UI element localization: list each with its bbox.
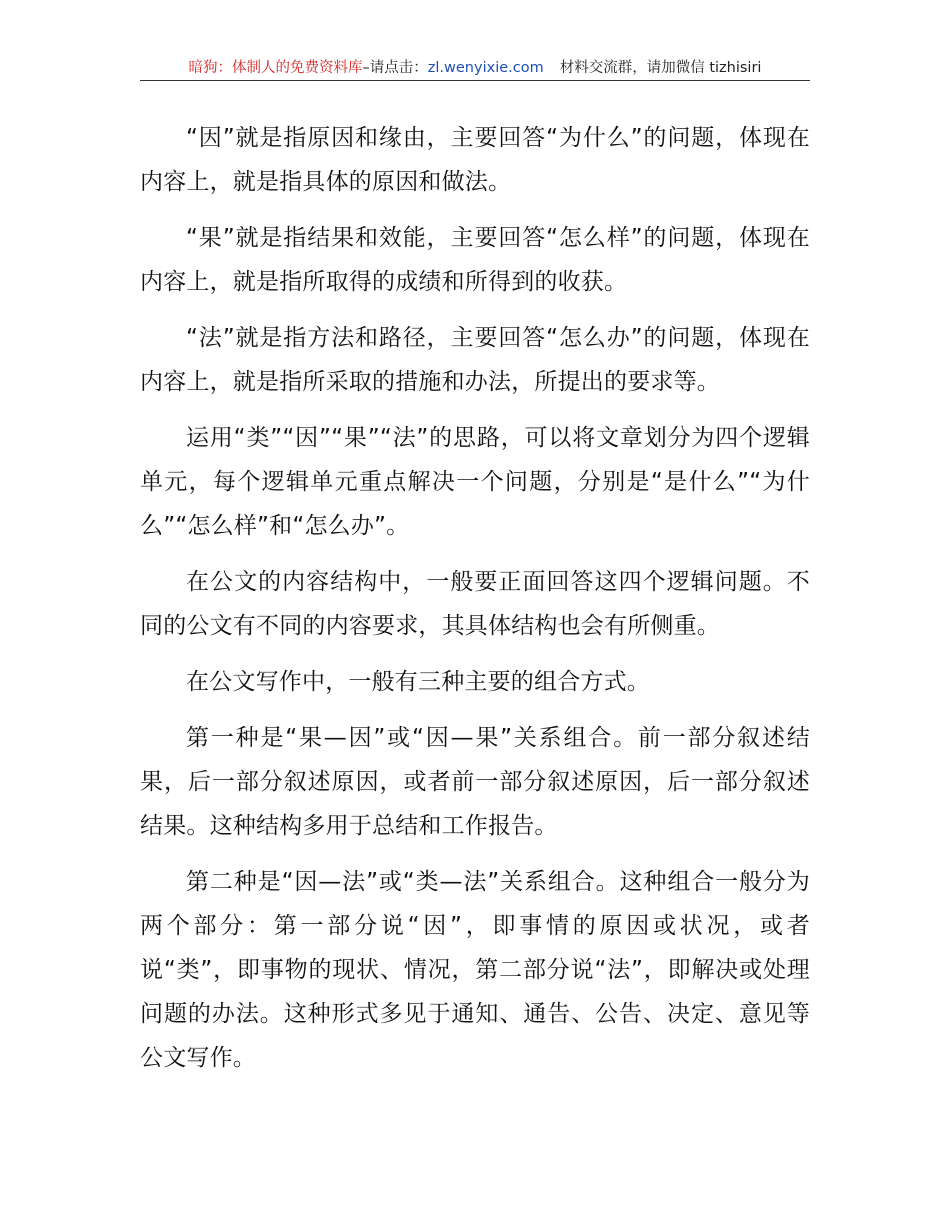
header-divider — [140, 80, 810, 81]
document-body — [140, 116, 810, 1092]
paragraph: “因”就是指原因和缘由，主要回答“为什么”的问题，体现在内容上，就是指具体的原因和做法。 — [140, 125, 810, 195]
header-brand: 暗狗：体制人的免费资料库 — [188, 60, 363, 76]
header-url-link[interactable]: zl.wenyixie.com — [427, 60, 544, 76]
paragraph: 在公文写作中，一般有三种主要的组合方式。 — [186, 669, 650, 695]
paragraph: 运用“类”“因”“果”“法”的思路，可以将文章划分为四个逻辑单元，每个逻辑单元重点解决一个问题，分别是“是什么”“为什么”“怎么样”和“怎么办”。 — [140, 425, 810, 539]
page-header — [140, 58, 810, 82]
paragraph: “果”就是指结果和效能，主要回答“怎么样”的问题，体现在内容上，就是指所取得的成绩和所得到的收获。 — [140, 225, 810, 295]
paragraph: 第一种是“果—因”或“因—果”关系组合。前一部分叙述结果，后一部分叙述原因，或者前一部分叙述原因，后一部分叙述结果。这种结构多用于总结和工作报告。 — [140, 725, 810, 839]
header-contact: 材料交流群，请加微信 tizhisiri — [559, 60, 762, 76]
paragraph: 第二种是“因—法”或“类—法”关系组合。这种组合一般分为两个部分：第一部分说“因”，即事情的原因或状况，或者说“类”，即事物的现状、情况，第二部分说“法”，即解决或处理问题的办法。这种形式多见于通知、通告、公告、决定、意见等公文写作。 — [140, 869, 810, 1071]
paragraph: 在公文的内容结构中，一般要正面回答这四个逻辑问题。不同的公文有不同的内容要求，其具体结构也会有所侧重。 — [140, 569, 810, 639]
paragraph: “法”就是指方法和路径，主要回答“怎么办”的问题，体现在内容上，就是指所采取的措施和办法，所提出的要求等。 — [140, 325, 810, 395]
header-separator: –请点击： — [362, 60, 428, 76]
